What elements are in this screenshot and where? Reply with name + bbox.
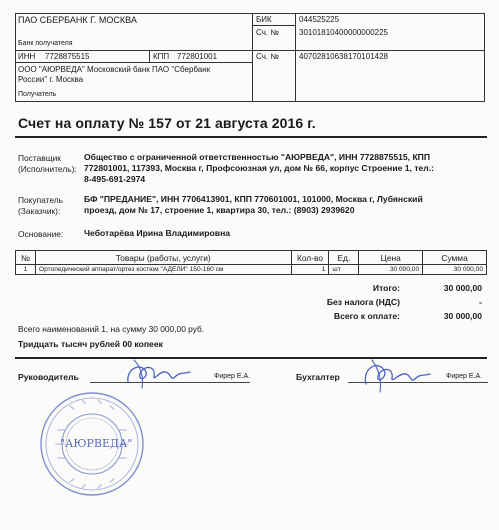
accountant-signature <box>356 354 436 396</box>
company-stamp <box>38 390 146 498</box>
kpp-label: КПП <box>153 52 170 61</box>
col-header-goods: Товары (работы, услуги) <box>35 251 291 265</box>
items-count-line: Всего наименований 1, на сумму 30 000,00 руб. <box>18 324 205 334</box>
head-name: Фирер Е.А. <box>214 373 251 380</box>
bik-label: БИК <box>256 15 272 24</box>
amount-in-words: Тридцать тысяч рублей 00 копеек <box>18 339 163 349</box>
cell-sum: 30 000,00 <box>423 265 487 275</box>
recipient-name-line2: России" г. Москва <box>18 75 84 84</box>
col-header-qty: Кол-во <box>291 251 329 265</box>
col-header-unit: Ед. <box>329 251 359 265</box>
kpp-value: 772801001 <box>177 52 218 61</box>
cell-number: 1 <box>16 265 36 275</box>
head-label: Руководитель <box>18 372 79 382</box>
accountant-label: Бухгалтер <box>296 372 340 382</box>
vat-value: - <box>479 297 482 307</box>
buyer-line: БФ "ПРЕДАНИЕ", ИНН 7706413901, КПП 770601001, 101000, Москва г, Лубянский <box>84 194 423 204</box>
bik-value: 044525225 <box>299 15 340 24</box>
pay-label: Всего к оплате: <box>333 311 400 321</box>
supplier-line: 772801001, 117393, Москва г, Профсоюзная ул, дом № 66, корпус Строение 1, тел.: <box>84 163 435 173</box>
recipient-name-line1: ООО "АЮРВЕДА" Московский банк ПАО "Сбербанк <box>18 65 211 74</box>
supplier-details <box>84 152 434 185</box>
col-header-number: № <box>16 251 36 265</box>
items-table <box>15 250 487 275</box>
corr-account-value: 30101810400000000225 <box>299 28 388 37</box>
supplier-line: Общество с ограниченной ответственностью "АЮРВЕДА", ИНН 7728875515, КПП <box>84 152 431 162</box>
account-label: Сч. № <box>256 52 279 61</box>
accountant-name: Фирер Е.А. <box>446 373 483 380</box>
cell-goods: Ортопедический аппарат/ортез костюм "АДЕЛИ" 150-160 см <box>35 265 291 275</box>
account-value: 40702810638170101428 <box>299 52 388 61</box>
vat-label: Без налога (НДС) <box>326 297 400 307</box>
buyer-details <box>84 194 423 216</box>
cell-qty: 1 <box>291 265 329 275</box>
buyer-label: Покупатель <box>18 195 64 205</box>
supplier-label: Поставщик <box>18 153 61 163</box>
basis-label: Основание: <box>18 229 64 239</box>
total-value: 30 000,00 <box>443 283 482 293</box>
col-header-price: Цена <box>359 251 423 265</box>
pay-value: 30 000,00 <box>443 311 482 321</box>
table-row <box>16 265 487 275</box>
cell-price: 30 000,00 <box>359 265 423 275</box>
basis-value: Чеботарёва Ирина Владимировна <box>84 228 231 238</box>
buyer-line: проезд, дом № 17, строение 1, квартира 30, тел.: (8903) 2939620 <box>84 205 355 215</box>
supplier-line: 8-495-691-2974 <box>84 174 146 184</box>
cell-unit: шт <box>329 265 359 275</box>
stamp-center-text: "АЮРВЕДА" <box>60 437 133 450</box>
corr-account-label: Сч. № <box>256 28 279 37</box>
total-label: Итого: <box>372 283 400 293</box>
supplier-label-sub: (Исполнитель): <box>18 164 77 174</box>
head-signature <box>120 354 200 394</box>
recipient-label: Получатель <box>18 91 57 98</box>
title-underline <box>15 136 487 138</box>
inn-label: ИНН <box>18 52 36 61</box>
col-header-sum: Сумма <box>423 251 487 265</box>
bank-name: ПАО СБЕРБАНК Г. МОСКВА <box>18 15 137 25</box>
inn-value: 7728875515 <box>45 52 90 61</box>
recipient-bank-label: Банк получателя <box>18 40 73 47</box>
buyer-label-sub: (Заказчик): <box>18 206 61 216</box>
bank-requisites <box>15 13 485 101</box>
table-header-row <box>16 251 487 265</box>
invoice-title: Счет на оплату № 157 от 21 августа 2016 г. <box>18 115 316 131</box>
